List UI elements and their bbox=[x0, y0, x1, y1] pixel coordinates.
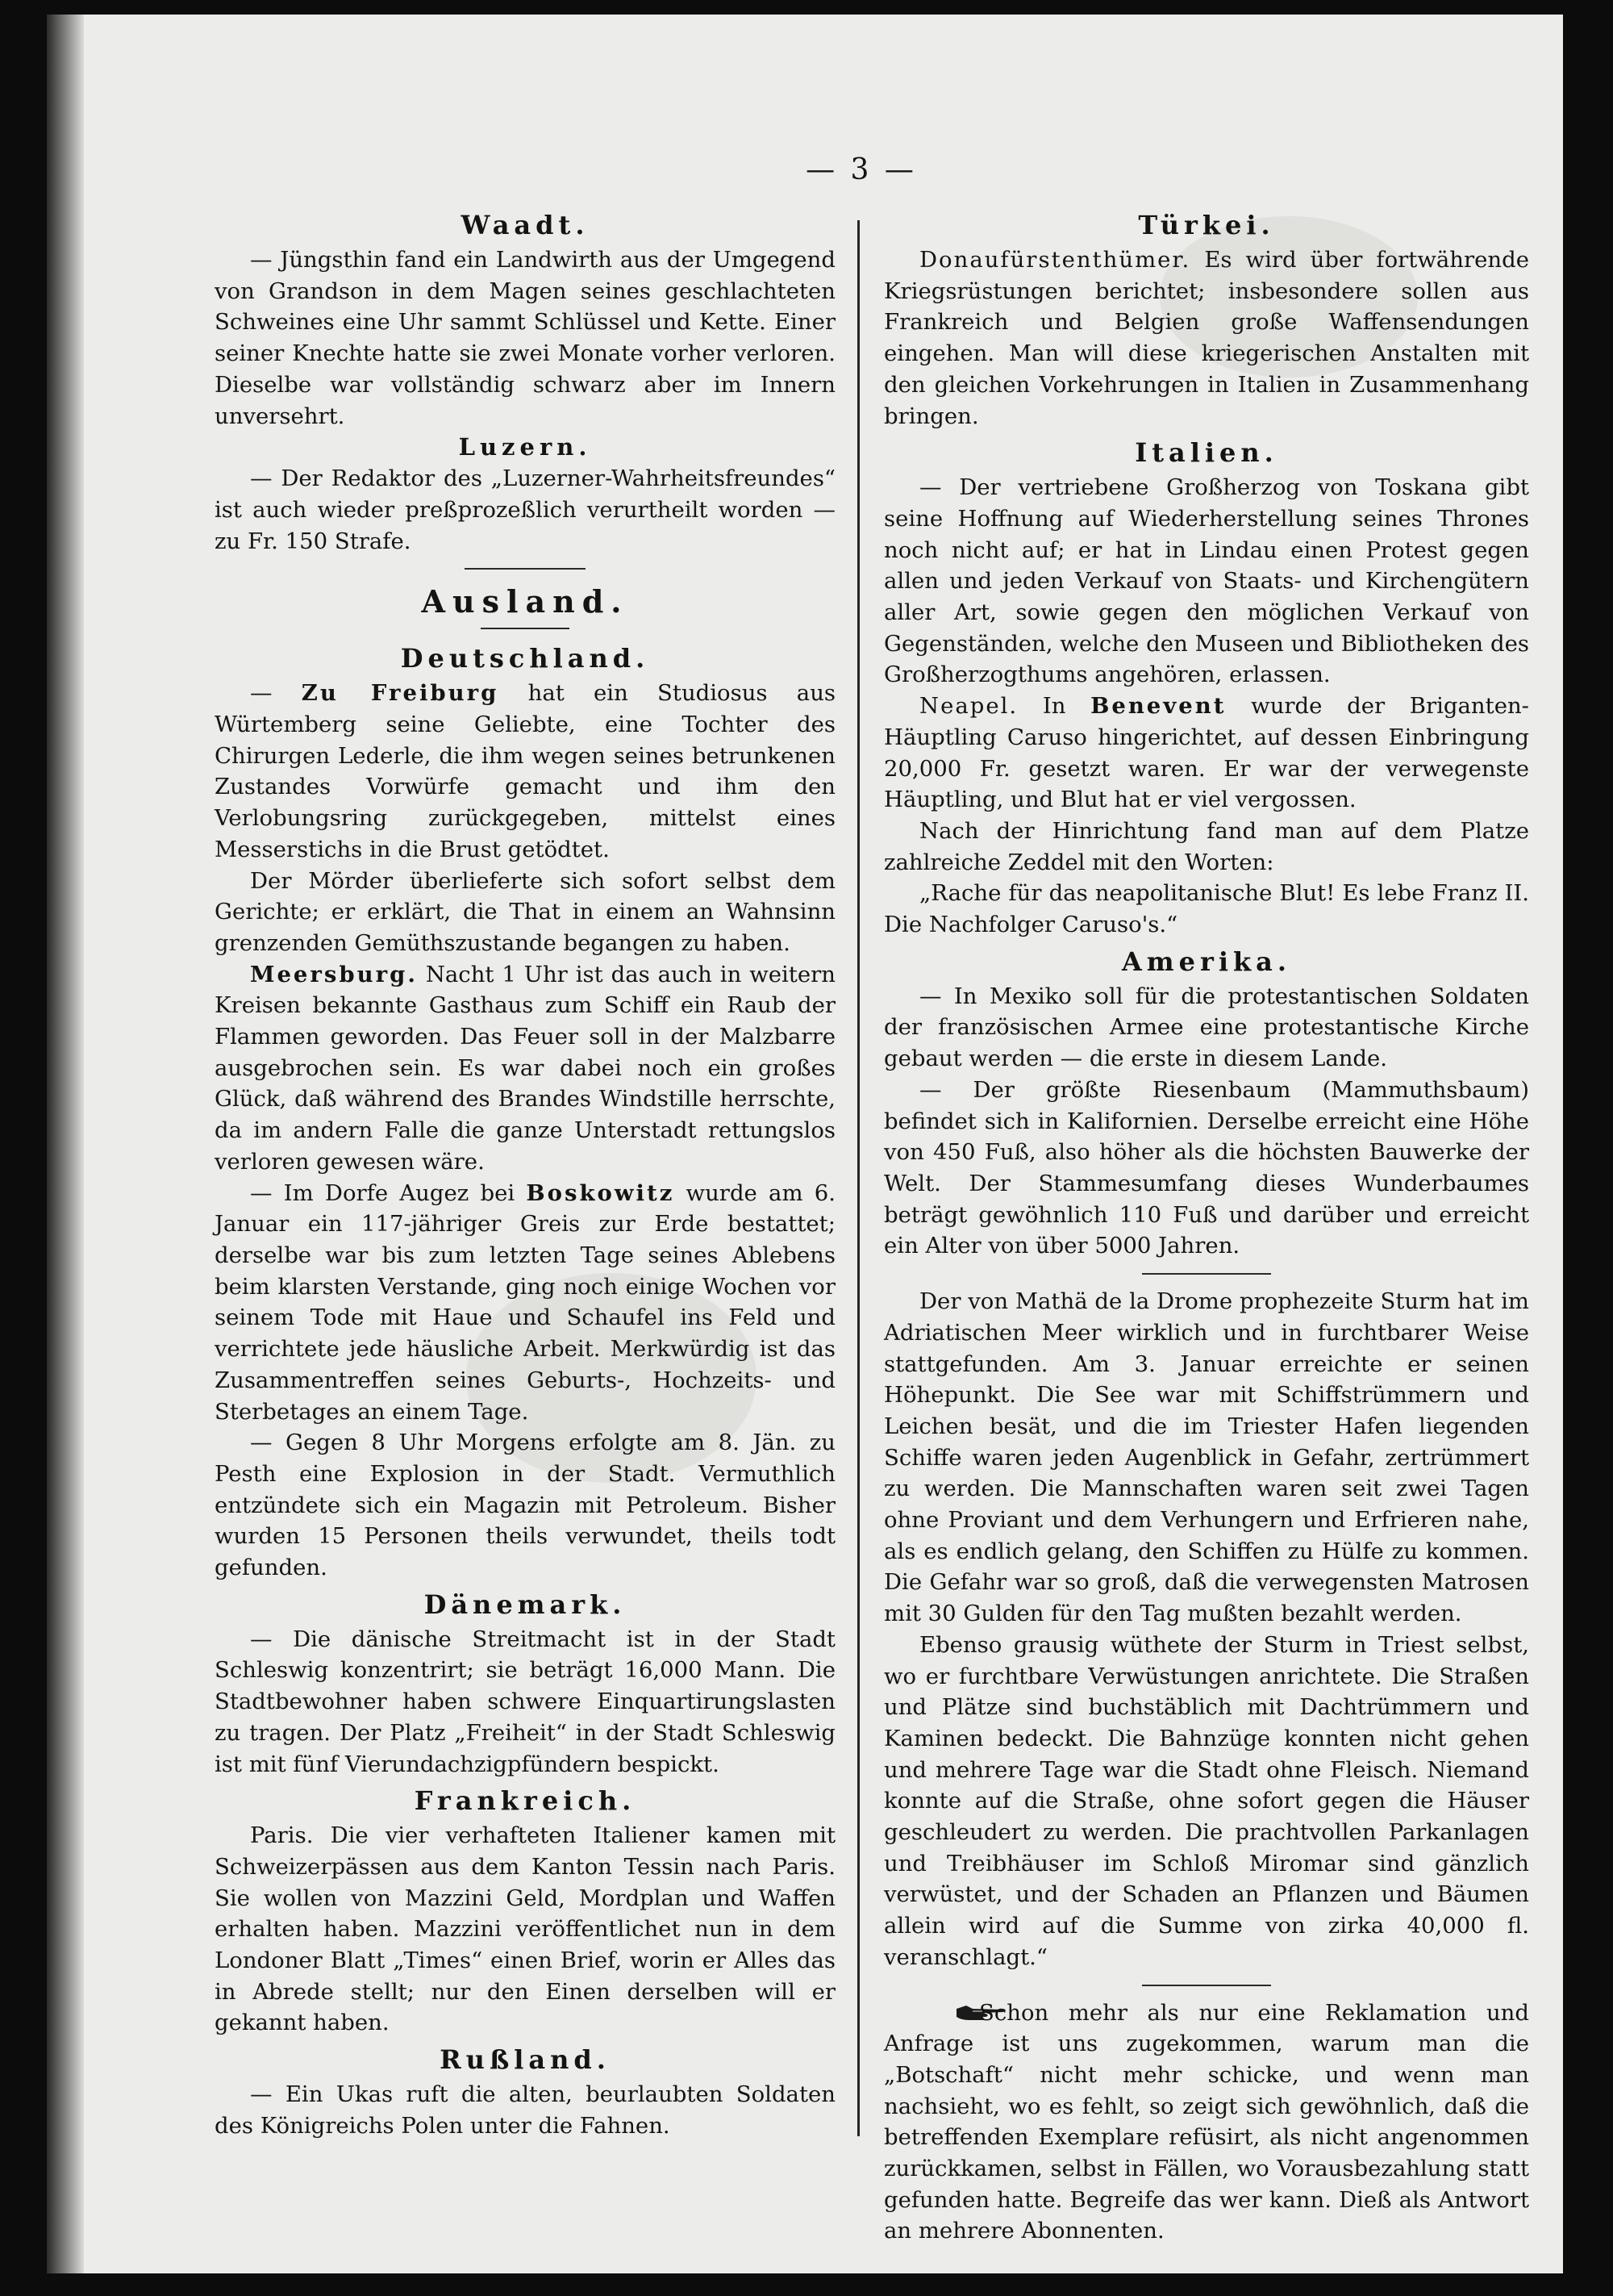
paragraph: „Rache für das neapolitanische Blut! Es lebe Franz II. Die Nachfolger Caruso's.“ bbox=[884, 880, 1529, 938]
section-russland bbox=[215, 2042, 836, 2141]
section-amerika bbox=[884, 944, 1529, 1262]
paragraph: Paris. Die vier verhafteten Italiener kamen mit Schweizerpässen aus dem Kanton Tessin nach Paris. Sie wollen von Mazzini Geld, Mordplan und Waffen erhalten haben. Mazzini veröffentlichet nun in dem Londoner Blatt „Times“ einen Brief, worin er Alles das in Abrede stellt; nur den Einen derselben will er gekannt haben. bbox=[215, 1822, 836, 2036]
paragraph: Nach der Hinrichtung fand man auf dem Platze zahlreiche Zeddel mit den Worten: bbox=[884, 817, 1529, 875]
heading-italien: Italien. bbox=[1135, 437, 1278, 469]
section-rule bbox=[1142, 1273, 1271, 1275]
heading-luzern: Luzern. bbox=[458, 433, 592, 461]
paragraph bbox=[884, 244, 1529, 432]
place-name: Boskowitz bbox=[526, 1179, 675, 1206]
paragraph: — In Mexiko soll für die protestantischen Soldaten der französischen Armee eine protestantische Kirche gebaut werden — die erste in diesem Lande. bbox=[884, 983, 1529, 1072]
heading-amerika: Amerika. bbox=[1121, 946, 1292, 977]
paragraph-text: — Im Dorfe Augez bei bbox=[250, 1179, 515, 1206]
paragraph: Ebenso grausig wüthete der Sturm in Triest selbst, wo er furchtbare Verwüstungen anrichtete. Die Straßen und Plätze sind buchstäblich mit Dachtrümmern und Kaminen bedeckt. Die Bahnzüge konnten nicht gehen und mehrere Tage war die Stadt ohne Fleisch. Niemand konnte auf die Straße, ohne sofort gegen die Häuser geschleudert zu werden. Die prachtvollen Parkanlagen und Treibhäuser im Schloß Miromar sind gänzlich verwüstet, und der Schaden an Pflanzen und Bäumen allein wird auf die Summe von zirka 40,000 fl. veranschlagt.“ bbox=[884, 1631, 1529, 1970]
paragraph-text: wurde der Briganten-Häuptling Caruso hingerichtet, auf dessen Einbringung 20,000 Fr. gesetzt waren. Er war der verwegenste Häuptling, und Blut hat er viel vergossen. bbox=[884, 693, 1529, 813]
paragraph-text: hat ein Studiosus aus Würtemberg seine Geliebte, eine Tochter des Chirurgen Lederle, die ihm wegen seines betrunkenen Zustandes Vorwürfe gemacht und ihm den Verlobungsring zurückgegeben, mittelst eines Messerstichs in die Brust getödtet. bbox=[215, 680, 836, 862]
lead-text: Neapel. bbox=[919, 693, 1019, 720]
paragraph: — Die dänische Streitmacht ist in der Stadt Schleswig konzentrirt; sie beträgt 16,000 Mann. Die Stadtbewohner haben schwere Einquartirungslasten zu tragen. Der Platz „Freiheit“ in der Stadt Schleswig ist mit fünf Vierundachzigpfündern bespickt. bbox=[215, 1626, 836, 1777]
paragraph: — Der größte Riesenbaum (Mammuthsbaum) befindet sich in Kalifornien. Derselbe erreicht eine Höhe von 450 Fuß, also höher als die höchsten Bauwerke der Welt. Der Stammesumfang dieses Wunderbaumes beträgt gewöhnlich 110 Fuß und darüber und erreicht ein Alter von über 5000 Jahren. bbox=[884, 1076, 1529, 1259]
paragraph: — Der vertriebene Großherzog von Toskana gibt seine Hoffnung auf Wiederherstellung seines Thrones noch nicht auf; er hat in Lindau einen Protest gegen allen und jeden Verkauf von Staats- und Kirchengütern aller Art, sowie gegen den möglichen Verkauf von Gegenständen, welche den Museen und Bibliotheken des Großherzogthums angehören, erlassen. bbox=[884, 474, 1529, 688]
heading-waadt: Waadt. bbox=[461, 210, 590, 240]
left-column bbox=[215, 204, 836, 2142]
column-divider bbox=[857, 220, 860, 2136]
heading-russland: Rußland. bbox=[440, 2044, 611, 2076]
right-column bbox=[884, 204, 1529, 2247]
lead-text: Donaufürstenthümer. bbox=[919, 247, 1191, 273]
pointing-hand-icon bbox=[919, 2001, 971, 2022]
section-frankreich bbox=[215, 1783, 836, 2039]
paragraph: Der von Mathä de la Drome prophezeite Sturm hat im Adriatischen Meer wirklich und in furchtbarer Weise stattgefunden. Am 3. Januar erreichte er seinen Höhepunkt. Die See war mit Schiffstrümmern und Leichen besät, und die im Triester Hafen liegenden Schiffe waren jeden Augenblick in Gefahr, zertrümmert zu werden. Die Mannschaften waren seit zwei Tagen ohne Proviant und dem Verhungern und Erfrieren nahe, als es endlich gelang, den Schiffen zu Hülfe zu kommen. Die Gefahr war so groß, daß die verwegensten Matrosen mit 30 Gulden für den Tag mußten bezahlt werden. bbox=[884, 1288, 1529, 1627]
paragraph-text: Schon mehr als nur eine Reklamation und Anfrage ist uns zugekommen, warum man die „Botschaft“ nicht mehr schicke, und wenn man nachsieht, wo es fehlt, so zeigt sich gewöhnlich, daß die betreffenden Exemplare refüsirt, als nicht angenommen zurückkamen, selbst in Fällen, wo Vorausbezahlung statt gefunden hatte. Begreife das wer kann. Dieß als Antwort an mehrere Abonnenten. bbox=[884, 1999, 1529, 2244]
paragraph bbox=[884, 1998, 1529, 2248]
heading-deutschland: Deutschland. bbox=[400, 643, 650, 674]
paragraph: — Der Redaktor des „Luzerner-Wahrheitsfreundes“ ist auch wieder preßprozeßlich verurtheilt worden — zu Fr. 150 Strafe. bbox=[215, 465, 836, 554]
paragraph-text: In bbox=[1042, 693, 1066, 720]
section-waadt bbox=[215, 207, 836, 432]
paragraph bbox=[884, 691, 1529, 816]
section-rule bbox=[465, 568, 586, 570]
paragraph-text: wurde am 6. Januar ein 117-jähriger Greis zur Erde bestattet; derselbe war bis zum letzten Tage seines Ablebens beim klarsten Verstande, ging noch einige Wochen vor seinem Tode mit Haue und Schaufel ins Feld und verrichtete jede häusliche Arbeit. Merkwürdig ist das Zusammentreffen seines Geburts-, Hochzeits- und Sterbetages an einem Tage. bbox=[215, 1179, 836, 1425]
paragraph: — Jüngsthin fand ein Landwirth aus der Umgegend von Grandson in dem Magen seines geschlachteten Schweines eine Uhr sammt Schlüssel und Kette. Einer seiner Knechte hatte sie zwei Monate vorher verloren. Dieselbe war vollständig schwarz aber im Innern unversehrt. bbox=[215, 247, 836, 429]
heading-ausland: Ausland. bbox=[421, 583, 629, 620]
section-daenemark bbox=[215, 1587, 836, 1780]
paragraph bbox=[215, 1178, 836, 1428]
section-tuerkei bbox=[884, 207, 1529, 432]
place-name: Zu Freiburg bbox=[301, 680, 499, 707]
section-deutschland bbox=[215, 641, 836, 1583]
section-sturm bbox=[884, 1286, 1529, 1972]
section-italien bbox=[884, 435, 1529, 941]
paragraph-text: Es wird über fortwährende Kriegsrüstungen berichtet; insbesondere sollen aus Frankreich und Belgien große Waffensendungen eingehen. Man will diese kriegerischen Anstalten mit den gleichen Vorkehrungen in Italien in Zusammenhang bringen. bbox=[884, 247, 1529, 429]
heading-tuerkei: Türkei. bbox=[1138, 210, 1275, 240]
paragraph: — Zu Freiburg hat ein Studiosus aus Würtemberg seine Geliebte, eine Tochter des Chirurgen Lederle, die ihm wegen seines betrunkenen Zustandes Vorwürfe gemacht und ihm den Verlobungsring zurückgegeben, mittelst eines Messerstichs in die Brust getödtet. bbox=[215, 680, 836, 862]
newspaper-page bbox=[47, 15, 1563, 2273]
section-rule bbox=[1142, 1985, 1271, 1986]
page-number: — 3 — bbox=[806, 153, 917, 186]
section-notice bbox=[884, 1998, 1529, 2248]
paragraph: — Gegen 8 Uhr Morgens erfolgte am 8. Jän. zu Pesth eine Explosion in der Stadt. Vermuthlich entzündete sich ein Magazin mit Petroleum. Bisher wurden 15 Personen theils verwundet, theils todt gefunden. bbox=[215, 1430, 836, 1581]
section-rule bbox=[481, 628, 569, 629]
paragraph-text: Nacht 1 Uhr ist das auch in weitern Kreisen bekannte Gasthaus zum Schiff ein Raub der Flammen geworden. Das Feuer soll in der Malzbarre ausgebrochen sein. Es war dabei noch ein großes Glück, daß während des Brandes Windstille herrschte, da im andern Falle die ganze Unterstadt rettungslos verloren gewesen wäre. bbox=[215, 961, 836, 1175]
place-name: Meersburg. bbox=[250, 961, 418, 987]
heading-daenemark: Dänemark. bbox=[423, 1588, 627, 1620]
place-name: Benevent bbox=[1090, 693, 1227, 720]
section-luzern bbox=[215, 432, 836, 557]
heading-frankreich: Frankreich. bbox=[414, 1785, 636, 1817]
paragraph: — Ein Ukas ruft die alten, beurlaubten Soldaten des Königreichs Polen unter die Fahnen. bbox=[215, 2081, 836, 2139]
paragraph bbox=[215, 959, 836, 1178]
paragraph: Der Mörder überlieferte sich sofort selbst dem Gerichte; er erklärt, die That in einem an Wahnsinn grenzenden Gemüthszustande begangen zu haben. bbox=[215, 867, 836, 956]
